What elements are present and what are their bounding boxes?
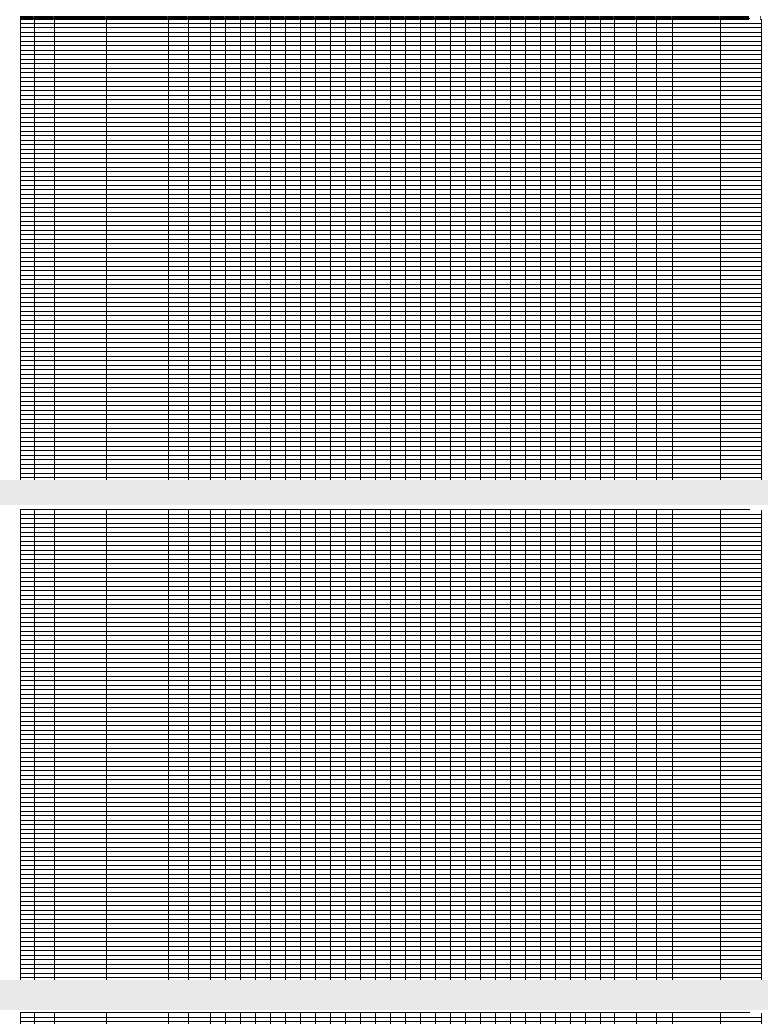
page-2 — [0, 505, 768, 980]
table-cell — [541, 478, 556, 480]
table-cell — [55, 478, 107, 480]
table-cell — [721, 478, 762, 480]
table-cell — [657, 478, 673, 480]
table-cell — [466, 478, 481, 480]
table-cell — [316, 478, 331, 480]
table-cell — [436, 478, 451, 480]
table-cell — [256, 478, 271, 480]
table-cell — [481, 478, 496, 480]
table-cell — [451, 478, 466, 480]
table-cell — [271, 478, 286, 480]
table-cell — [107, 478, 169, 480]
table-cell — [421, 478, 436, 480]
table-cell — [556, 478, 571, 480]
table-cell — [496, 478, 511, 480]
page-1 — [0, 0, 768, 480]
table-cell — [673, 478, 721, 480]
table-cell — [637, 478, 657, 480]
data-table — [20, 509, 750, 980]
table-cell — [511, 478, 526, 480]
table-cell — [35, 478, 55, 480]
table-cell — [226, 478, 241, 480]
table-cell — [391, 478, 406, 480]
table-cell — [331, 478, 346, 480]
table-cell — [21, 478, 35, 480]
table-cell — [241, 478, 256, 480]
table-cell — [169, 478, 189, 480]
data-table — [20, 18, 750, 480]
table-cell — [571, 478, 586, 480]
table-cell — [286, 478, 301, 480]
table-cell — [615, 478, 637, 480]
table-cell — [526, 478, 541, 480]
table-cell — [211, 478, 226, 480]
table-cell — [406, 478, 421, 480]
table-cell — [376, 478, 391, 480]
table-cell — [361, 478, 376, 480]
table-cell — [346, 478, 361, 480]
table-cell — [301, 478, 316, 480]
table-cell — [586, 478, 601, 480]
table-cell — [189, 478, 211, 480]
table-cell — [601, 478, 615, 480]
